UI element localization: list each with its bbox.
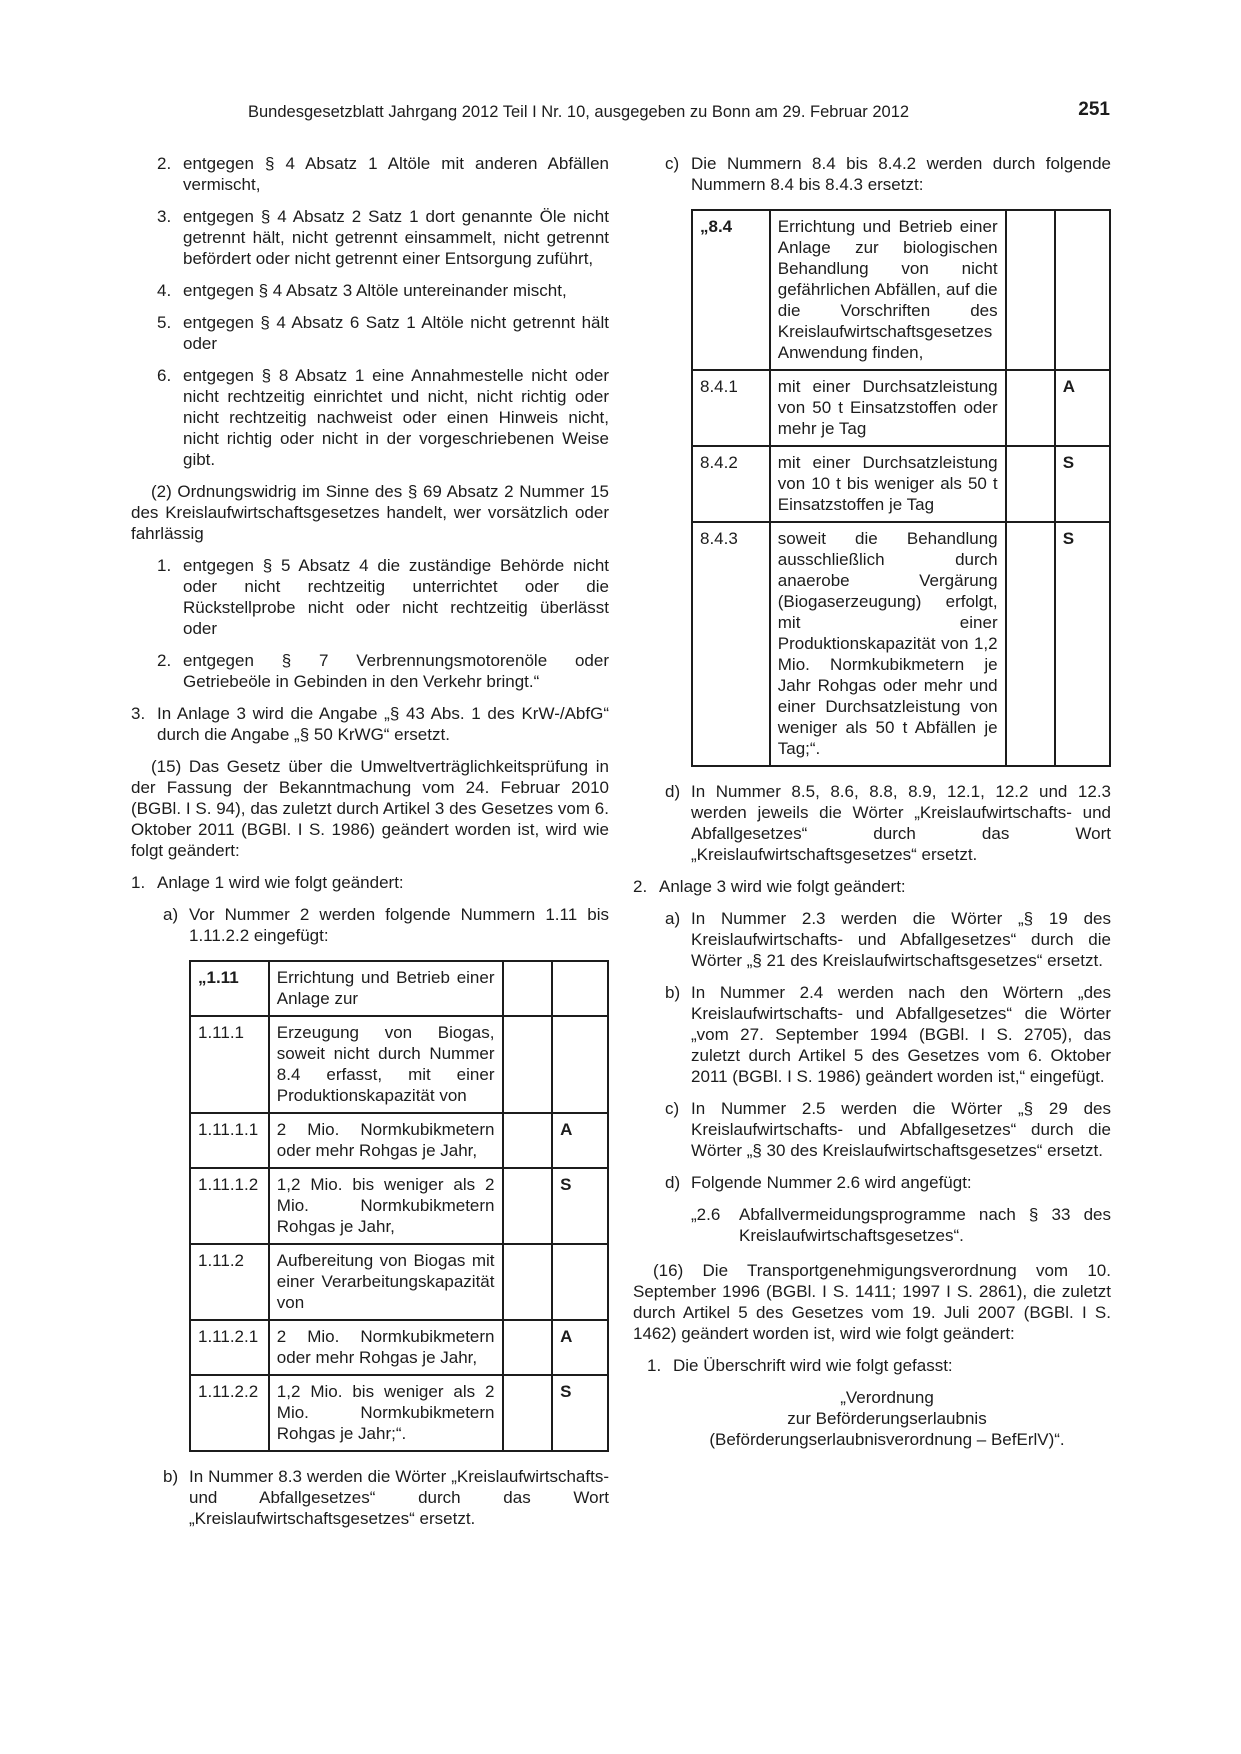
anlage-table <box>189 960 609 1452</box>
list-item: 2. Anlage 3 wird wie folgt geändert: <box>633 877 906 896</box>
list-item: c) In Nummer 2.5 werden die Wörter „§ 29 des Kreislaufwirtschafts- und Abfallgesetzes“ durch die Wörter „§ 30 des Kreislaufwirtschaftsgesetzes“ ersetzt. <box>665 1099 1111 1160</box>
list-item: 3. entgegen § 4 Absatz 2 Satz 1 dort genannte Öle nicht getrennt hält, nicht getrennt einsammelt, nicht getrennt befördert oder nicht getrennt einer Entsorgung zuführt, <box>157 207 609 268</box>
anlage-table <box>691 209 1111 767</box>
table-row: 8.4.1 mit einer Durchsatzleistung von 50 t Einsatzstoffen oder mehr je Tag A <box>692 370 1110 446</box>
table-row: 1.11.2.2 1,2 Mio. bis weniger als 2 Mio. Normkubikmetern Rohgas je Jahr;“. S <box>190 1375 608 1451</box>
left-column <box>131 153 609 1540</box>
list-item: 6. entgegen § 8 Absatz 1 eine Annahmestelle nicht oder nicht rechtzeitig einrichtet und nicht, nicht richtig oder nicht rechtzeitig nachweist oder einen Hinweis nicht, nicht richtig oder nicht in der vorgeschriebenen Weise gibt. <box>157 366 609 469</box>
paragraph-15: (15) Das Gesetz über die Umweltverträglichkeitsprüfung in der Fassung der Bekanntmachung vom 24. Februar 2010 (BGBl. I S. 94), das zuletzt durch Artikel 3 des Gesetzes vom 6. Oktober 2011 (BGBl. I S. 1986) geändert worden ist, wird wie folgt geändert: <box>131 757 609 860</box>
list-item: 2. entgegen § 7 Verbrennungsmotorenöle oder Getriebeöle in Gebinden in den Verkehr bringt.“ <box>157 651 609 691</box>
table-row: 1.11.1.1 2 Mio. Normkubikmetern oder mehr Rohgas je Jahr, A <box>190 1113 608 1168</box>
right-column <box>633 153 1111 1450</box>
table-row: 1.11.1.2 1,2 Mio. bis weniger als 2 Mio. Normkubikmetern Rohgas je Jahr, S <box>190 1168 608 1244</box>
list-item: 1. entgegen § 5 Absatz 4 die zuständige Behörde nicht oder nicht rechtzeitig unterrichtet oder die Rückstellprobe nicht oder nicht rechtzeitig überlässt oder <box>157 556 609 638</box>
list-item: 3. In Anlage 3 wird die Angabe „§ 43 Abs. 1 des KrW-/AbfG“ durch die Angabe „§ 50 KrWG“ ersetzt. <box>131 704 609 744</box>
list-item: b) In Nummer 2.4 werden nach den Wörtern „des Kreislaufwirtschafts- und Abfallgesetzes“ die Wörter „vom 27. September 1994 (BGBl. I S. 2705), das zuletzt durch Artikel 5 des Gesetzes vom 6. Oktober 2011 (BGBl. I S. 1986) geändert worden ist,“ eingefügt. <box>665 983 1111 1086</box>
list-item: 2. entgegen § 4 Absatz 1 Altöle mit anderen Abfällen vermischt, <box>157 154 609 194</box>
new-title: „Verordnung zur Beförderungserlaubnis (Beförderungserlaubnisverordnung – BefErlV)“. <box>709 1388 1065 1449</box>
list-item: d) Folgende Nummer 2.6 wird angefügt: <box>665 1173 972 1192</box>
paragraph-2: (2) Ordnungswidrig im Sinne des § 69 Absatz 2 Nummer 15 des Kreislaufwirtschaftsgesetzes handelt, wer vorsätzlich oder fahrlässig <box>131 482 609 543</box>
list-item: a) In Nummer 2.3 werden die Wörter „§ 19 des Kreislaufwirtschafts- und Abfallgesetzes“ durch die Wörter „§ 21 des Kreislaufwirtschaftsgesetzes“ ersetzt. <box>665 909 1111 970</box>
table-row: 1.11.2.1 2 Mio. Normkubikmetern oder mehr Rohgas je Jahr, A <box>190 1320 608 1375</box>
list-item: d) In Nummer 8.5, 8.6, 8.8, 8.9, 12.1, 12.2 und 12.3 werden jeweils die Wörter „Kreislaufwirtschafts- und Abfallgesetzes“ durch das Wort „Kreislaufwirtschaftsgesetzes“ ersetzt. <box>665 782 1111 864</box>
running-title: Bundesgesetzblatt Jahrgang 2012 Teil I Nr. 10, ausgegeben zu Bonn am 29. Februar 2012 <box>248 103 910 121</box>
table-row: 1.11.1 Erzeugung von Biogas, soweit nicht durch Nummer 8.4 erfasst, mit einer Produktionskapazität von <box>190 1016 608 1113</box>
list-item: 1. Die Überschrift wird wie folgt gefasst: <box>647 1356 953 1375</box>
list-item: 1. Anlage 1 wird wie folgt geändert: <box>131 873 404 892</box>
table-row: 8.4.2 mit einer Durchsatzleistung von 10 t bis weniger als 50 t Einsatzstoffen je Tag S <box>692 446 1110 522</box>
running-header <box>248 99 1110 128</box>
table-row: „8.4 Errichtung und Betrieb einer Anlage zur biologischen Behandlung von nicht gefährlichen Abfällen, auf die die Vorschriften des Kreislaufwirtschaftsgesetzes Anwendung finden, <box>692 210 1110 370</box>
page-number: 251 <box>1078 99 1110 120</box>
inserted-number-2-6: „2.6 Abfallvermeidungsprogramme nach § 33 des Kreislaufwirtschaftsgesetzes“. <box>691 1205 1111 1245</box>
paragraph-16: (16) Die Transportgenehmigungsverordnung vom 10. September 1996 (BGBl. I S. 1411; 1997 I S. 2861), die zuletzt durch Artikel 5 des Gesetzes vom 19. Juli 2007 (BGBl. I S. 1462) geändert worden ist, wird wie folgt geändert: <box>633 1261 1111 1343</box>
list-item: a) Vor Nummer 2 werden folgende Nummern 1.11 bis 1.11.2.2 eingefügt: <box>163 905 609 945</box>
list-item: b) In Nummer 8.3 werden die Wörter „Kreislaufwirtschafts- und Abfallgesetzes“ durch das Wort „Kreislaufwirtschaftsgesetzes“ ersetzt. <box>163 1467 609 1528</box>
table-row: „1.11 Errichtung und Betrieb einer Anlage zur <box>190 961 608 1016</box>
table-row: 8.4.3 soweit die Behandlung ausschließlich durch anaerobe Vergärung (Biogaserzeugung) erfolgt, mit einer Produktionskapazität von 1,2 Mio. Normkubikmetern je Jahr Rohgas oder mehr und einer Durchsatzleistung von weniger als 50 t Abfällen je Tag;“. S <box>692 522 1110 766</box>
table-row: 1.11.2 Aufbereitung von Biogas mit einer Verarbeitungskapazität von <box>190 1244 608 1320</box>
list-item: c) Die Nummern 8.4 bis 8.4.2 werden durch folgende Nummern 8.4 bis 8.4.3 ersetzt: <box>665 154 1111 194</box>
list-item: 4. entgegen § 4 Absatz 3 Altöle untereinander mischt, <box>157 281 567 300</box>
list-item: 5. entgegen § 4 Absatz 6 Satz 1 Altöle nicht getrennt hält oder <box>157 313 609 353</box>
